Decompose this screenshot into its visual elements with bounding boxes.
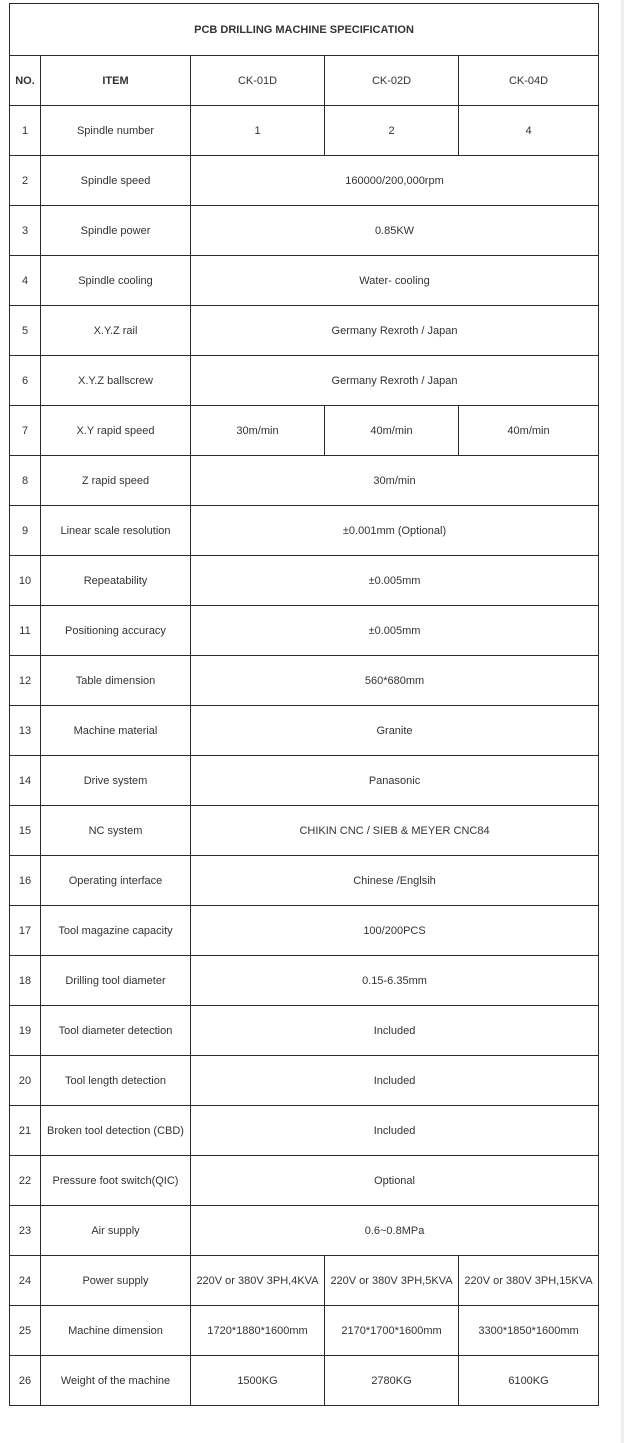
row-item: Power supply — [41, 1256, 191, 1306]
row-item: Spindle cooling — [41, 256, 191, 306]
row-value-all-models: ±0.005mm — [191, 556, 599, 606]
row-value-ck-01d: 1720*1880*1600mm — [191, 1306, 325, 1356]
table-row — [10, 506, 599, 556]
row-number: 7 — [10, 406, 41, 456]
row-item: Repeatability — [41, 556, 191, 606]
row-item: Air supply — [41, 1206, 191, 1256]
spec-table — [9, 3, 599, 1406]
row-item: X.Y.Z rail — [41, 306, 191, 356]
table-row — [10, 106, 599, 156]
row-number: 21 — [10, 1106, 41, 1156]
row-number: 9 — [10, 506, 41, 556]
row-item: Tool magazine capacity — [41, 906, 191, 956]
row-number: 1 — [10, 106, 41, 156]
header-ck-02d: CK-02D — [325, 56, 459, 106]
row-item: Machine dimension — [41, 1306, 191, 1356]
row-number: 8 — [10, 456, 41, 506]
row-value-all-models: Optional — [191, 1156, 599, 1206]
table-row — [10, 1356, 599, 1406]
row-value-ck-01d: 1 — [191, 106, 325, 156]
row-value-all-models: ±0.005mm — [191, 606, 599, 656]
table-row — [10, 256, 599, 306]
row-value-ck-01d: 1500KG — [191, 1356, 325, 1406]
row-value-all-models: 0.15-6.35mm — [191, 956, 599, 1006]
table-row — [10, 1256, 599, 1306]
row-value-all-models: CHIKIN CNC / SIEB & MEYER CNC84 — [191, 806, 599, 856]
row-value-all-models: 560*680mm — [191, 656, 599, 706]
table-row — [10, 606, 599, 656]
row-value-ck-02d: 2780KG — [325, 1356, 459, 1406]
row-value-ck-02d: 220V or 380V 3PH,5KVA — [325, 1256, 459, 1306]
header-no: NO. — [10, 56, 41, 106]
table-row — [10, 1156, 599, 1206]
row-item: Tool length detection — [41, 1056, 191, 1106]
table-row — [10, 306, 599, 356]
table-row — [10, 156, 599, 206]
row-value-all-models: Germany Rexroth / Japan — [191, 306, 599, 356]
row-number: 16 — [10, 856, 41, 906]
row-item: X.Y.Z ballscrew — [41, 356, 191, 406]
row-number: 3 — [10, 206, 41, 256]
row-number: 18 — [10, 956, 41, 1006]
table-row — [10, 456, 599, 506]
row-item: Broken tool detection (CBD) — [41, 1106, 191, 1156]
row-value-ck-04d: 6100KG — [459, 1356, 599, 1406]
table-row — [10, 1206, 599, 1256]
table-row — [10, 1056, 599, 1106]
row-number: 5 — [10, 306, 41, 356]
row-item: X.Y rapid speed — [41, 406, 191, 456]
row-value-all-models: ±0.001mm (Optional) — [191, 506, 599, 556]
row-value-ck-04d: 3300*1850*1600mm — [459, 1306, 599, 1356]
table-row — [10, 756, 599, 806]
row-value-all-models: Included — [191, 1106, 599, 1156]
table-row — [10, 206, 599, 256]
table-row — [10, 1006, 599, 1056]
row-value-all-models: Water- cooling — [191, 256, 599, 306]
row-value-ck-04d: 40m/min — [459, 406, 599, 456]
row-value-ck-04d: 4 — [459, 106, 599, 156]
row-number: 14 — [10, 756, 41, 806]
row-number: 12 — [10, 656, 41, 706]
row-item: Z rapid speed — [41, 456, 191, 506]
table-row — [10, 706, 599, 756]
row-value-ck-02d: 2170*1700*1600mm — [325, 1306, 459, 1356]
header-item: ITEM — [41, 56, 191, 106]
row-value-all-models: 0.85KW — [191, 206, 599, 256]
row-value-ck-02d: 40m/min — [325, 406, 459, 456]
row-item: Drive system — [41, 756, 191, 806]
row-number: 20 — [10, 1056, 41, 1106]
row-value-all-models: 100/200PCS — [191, 906, 599, 956]
table-row — [10, 356, 599, 406]
row-item: Operating interface — [41, 856, 191, 906]
row-value-all-models: Included — [191, 1056, 599, 1106]
header-ck-01d: CK-01D — [191, 56, 325, 106]
row-item: Pressure foot switch(QIC) — [41, 1156, 191, 1206]
row-value-ck-01d: 30m/min — [191, 406, 325, 456]
table-row — [10, 1306, 599, 1356]
row-number: 15 — [10, 806, 41, 856]
row-number: 25 — [10, 1306, 41, 1356]
table-row — [10, 556, 599, 606]
row-value-all-models: Germany Rexroth / Japan — [191, 356, 599, 406]
row-item: Drilling tool diameter — [41, 956, 191, 1006]
row-number: 17 — [10, 906, 41, 956]
row-item: Tool diameter detection — [41, 1006, 191, 1056]
table-row — [10, 906, 599, 956]
row-item: Machine material — [41, 706, 191, 756]
row-item: Spindle power — [41, 206, 191, 256]
row-item: Table dimension — [41, 656, 191, 706]
row-number: 11 — [10, 606, 41, 656]
row-number: 24 — [10, 1256, 41, 1306]
row-value-ck-01d: 220V or 380V 3PH,4KVA — [191, 1256, 325, 1306]
row-item: Positioning accuracy — [41, 606, 191, 656]
table-row — [10, 1106, 599, 1156]
row-value-all-models: Included — [191, 1006, 599, 1056]
row-value-ck-04d: 220V or 380V 3PH,15KVA — [459, 1256, 599, 1306]
row-value-all-models: 0.6~0.8MPa — [191, 1206, 599, 1256]
row-number: 22 — [10, 1156, 41, 1206]
row-number: 13 — [10, 706, 41, 756]
row-value-ck-02d: 2 — [325, 106, 459, 156]
row-number: 26 — [10, 1356, 41, 1406]
header-ck-04d: CK-04D — [459, 56, 599, 106]
row-item: Weight of the machine — [41, 1356, 191, 1406]
row-value-all-models: Panasonic — [191, 756, 599, 806]
header-row — [10, 56, 599, 106]
row-value-all-models: Granite — [191, 706, 599, 756]
table-row — [10, 856, 599, 906]
row-number: 10 — [10, 556, 41, 606]
title-row — [10, 4, 599, 56]
table-row — [10, 806, 599, 856]
row-number: 2 — [10, 156, 41, 206]
table-title: PCB DRILLING MACHINE SPECIFICATION — [10, 4, 599, 56]
row-number: 4 — [10, 256, 41, 306]
row-number: 6 — [10, 356, 41, 406]
table-row — [10, 956, 599, 1006]
row-number: 23 — [10, 1206, 41, 1256]
table-row — [10, 406, 599, 456]
row-item: NC system — [41, 806, 191, 856]
row-item: Linear scale resolution — [41, 506, 191, 556]
row-value-all-models: 30m/min — [191, 456, 599, 506]
row-value-all-models: Chinese /Englsih — [191, 856, 599, 906]
table-row — [10, 656, 599, 706]
row-item: Spindle number — [41, 106, 191, 156]
row-value-all-models: 160000/200,000rpm — [191, 156, 599, 206]
row-item: Spindle speed — [41, 156, 191, 206]
row-number: 19 — [10, 1006, 41, 1056]
